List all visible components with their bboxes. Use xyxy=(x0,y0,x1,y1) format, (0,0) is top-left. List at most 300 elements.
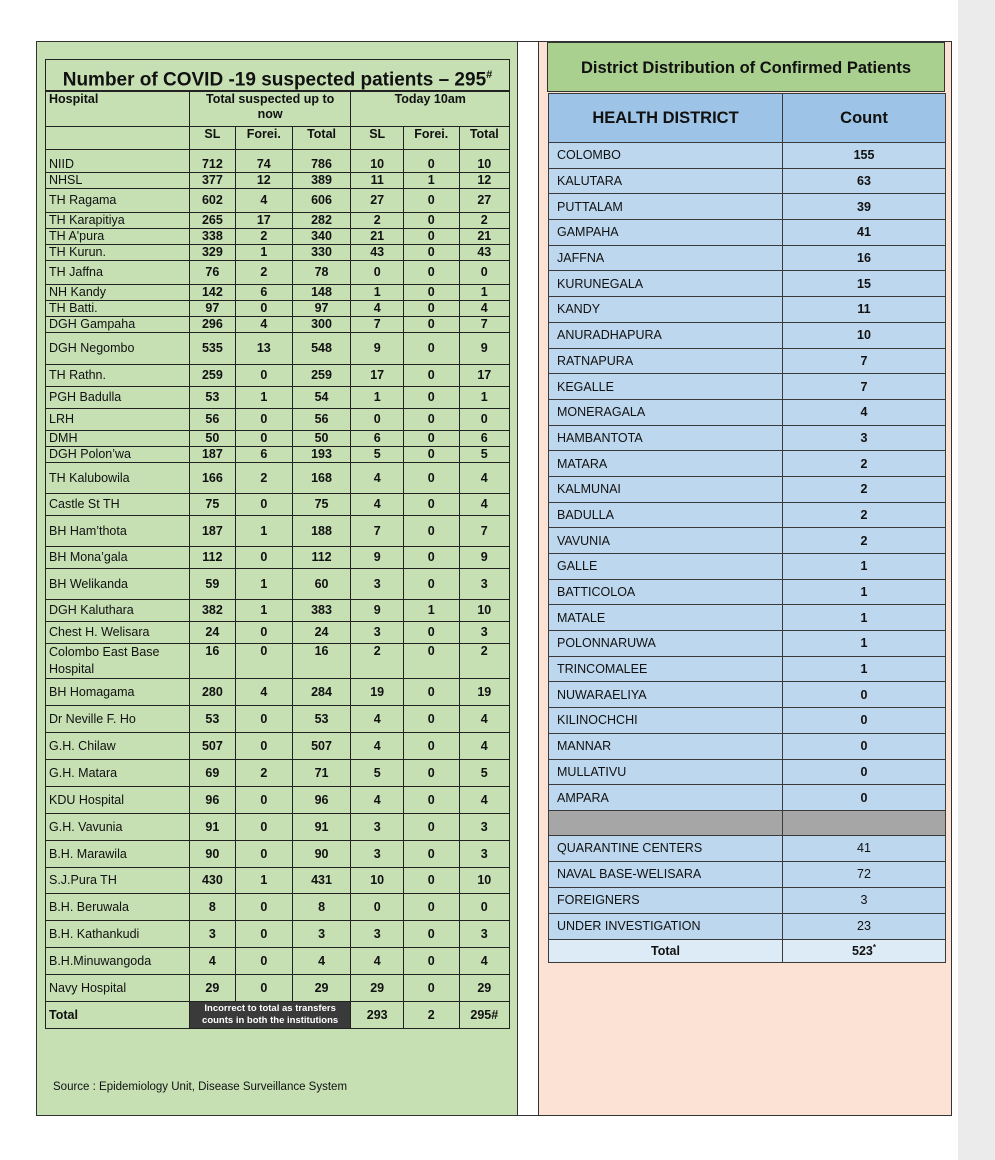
count-cell: 4 xyxy=(351,786,403,813)
count-cell: 0 xyxy=(403,408,459,430)
count-cell: 148 xyxy=(292,284,351,300)
hospital-name: DGH Negombo xyxy=(46,332,190,364)
hospital-row xyxy=(46,568,510,599)
count-cell: 0 xyxy=(403,732,459,759)
health-district-header: HEALTH DISTRICT xyxy=(549,94,783,143)
column-separator xyxy=(518,41,539,1116)
district-name: ANURADHAPURA xyxy=(549,322,783,348)
sub-header: Forei. xyxy=(403,127,459,150)
count-cell: 8 xyxy=(292,893,351,920)
count-cell: 2 xyxy=(459,643,509,678)
hospital-name: DGH Polon’wa xyxy=(46,446,190,462)
count-cell: 2 xyxy=(235,260,292,284)
district-count: 1 xyxy=(783,554,946,580)
count-cell: 7 xyxy=(351,316,403,332)
hospital-name: TH Batti. xyxy=(46,300,190,316)
count-cell: 4 xyxy=(235,188,292,212)
district-count: 15 xyxy=(783,271,946,297)
count-cell: 2 xyxy=(351,643,403,678)
district-name: NUWARAELIYA xyxy=(549,682,783,708)
district-count: 16 xyxy=(783,245,946,271)
total-suspected-header: Total suspected up to now xyxy=(189,92,351,127)
district-count: 7 xyxy=(783,348,946,374)
count-cell: 53 xyxy=(189,705,235,732)
count-cell: 0 xyxy=(235,643,292,678)
district-row xyxy=(549,297,946,323)
district-row xyxy=(549,579,946,605)
count-cell: 4 xyxy=(351,462,403,493)
district-row xyxy=(549,348,946,374)
hospital-row xyxy=(46,974,510,1001)
hospital-row xyxy=(46,228,510,244)
hospital-name: BH Mona’gala xyxy=(46,546,190,568)
count-cell: 21 xyxy=(459,228,509,244)
count-cell: 712 xyxy=(189,156,235,172)
category-row xyxy=(549,835,946,861)
hospital-row xyxy=(46,446,510,462)
count-cell: 3 xyxy=(351,813,403,840)
count-cell: 0 xyxy=(459,893,509,920)
count-cell: 786 xyxy=(292,156,351,172)
district-count: 2 xyxy=(783,502,946,528)
count-cell: 76 xyxy=(189,260,235,284)
count-cell: 43 xyxy=(351,244,403,260)
count-cell: 3 xyxy=(351,840,403,867)
today-header: Today 10am xyxy=(351,92,510,127)
hospital-row xyxy=(46,316,510,332)
count-cell: 0 xyxy=(403,813,459,840)
count-cell: 259 xyxy=(189,364,235,386)
hospital-row xyxy=(46,893,510,920)
count-cell: 284 xyxy=(292,678,351,705)
count-cell: 377 xyxy=(189,172,235,188)
district-name: KALMUNAI xyxy=(549,476,783,502)
district-row xyxy=(549,528,946,554)
count-cell: 17 xyxy=(235,212,292,228)
hospital-name: NIID xyxy=(46,156,190,172)
count-cell: 0 xyxy=(235,408,292,430)
sub-header: Forei. xyxy=(235,127,292,150)
count-cell: 0 xyxy=(235,546,292,568)
count-cell: 340 xyxy=(292,228,351,244)
hospital-row xyxy=(46,813,510,840)
hospital-name: Chest H. Welisara xyxy=(46,621,190,643)
count-cell: 0 xyxy=(403,515,459,546)
count-cell: 12 xyxy=(459,172,509,188)
count-cell: 535 xyxy=(189,332,235,364)
count-cell: 27 xyxy=(459,188,509,212)
district-name: MATARA xyxy=(549,451,783,477)
count-cell: 0 xyxy=(351,260,403,284)
hospital-row xyxy=(46,244,510,260)
count-cell: 56 xyxy=(292,408,351,430)
count-cell: 168 xyxy=(292,462,351,493)
count-cell: 0 xyxy=(235,300,292,316)
count-cell: 1 xyxy=(403,172,459,188)
district-name: MULLATIVU xyxy=(549,759,783,785)
district-name: KURUNEGALA xyxy=(549,271,783,297)
count-cell: 3 xyxy=(459,840,509,867)
count-cell: 96 xyxy=(292,786,351,813)
count-cell: 6 xyxy=(235,446,292,462)
district-row xyxy=(549,631,946,657)
total-total: 295# xyxy=(459,1001,509,1028)
count-cell: 5 xyxy=(459,759,509,786)
district-count: 1 xyxy=(783,605,946,631)
count-cell: 43 xyxy=(459,244,509,260)
district-name: KALUTARA xyxy=(549,168,783,194)
count-cell: 0 xyxy=(235,364,292,386)
count-cell: 1 xyxy=(351,386,403,408)
count-cell: 7 xyxy=(459,316,509,332)
district-row xyxy=(549,322,946,348)
hospital-name: TH Kurun. xyxy=(46,244,190,260)
count-cell: 187 xyxy=(189,446,235,462)
district-row xyxy=(549,476,946,502)
district-row xyxy=(549,451,946,477)
count-cell: 1 xyxy=(235,599,292,621)
hospital-row xyxy=(46,705,510,732)
count-cell: 0 xyxy=(403,300,459,316)
count-cell: 389 xyxy=(292,172,351,188)
district-name: COLOMBO xyxy=(549,143,783,169)
hospital-name: TH Kalubowila xyxy=(46,462,190,493)
hospital-row xyxy=(46,172,510,188)
category-row xyxy=(549,913,946,939)
district-name: KILINOCHCHI xyxy=(549,708,783,734)
hospital-name: NHSL xyxy=(46,172,190,188)
count-cell: 4 xyxy=(351,300,403,316)
count-cell: 4 xyxy=(351,493,403,515)
hospital-row xyxy=(46,599,510,621)
count-cell: 0 xyxy=(235,813,292,840)
hospital-row xyxy=(46,867,510,893)
count-cell: 5 xyxy=(459,446,509,462)
district-name: MATALE xyxy=(549,605,783,631)
district-name: GAMPAHA xyxy=(549,220,783,246)
count-cell: 0 xyxy=(403,621,459,643)
count-cell: 91 xyxy=(189,813,235,840)
count-cell: 2 xyxy=(235,462,292,493)
count-cell: 4 xyxy=(292,947,351,974)
count-cell: 0 xyxy=(403,840,459,867)
hospital-row xyxy=(46,920,510,947)
hospital-name: B.H. Kathankudi xyxy=(46,920,190,947)
total-label: Total xyxy=(46,1001,190,1028)
comment-margin xyxy=(958,0,995,1160)
count-cell: 0 xyxy=(403,430,459,446)
category-row xyxy=(549,887,946,913)
count-cell: 19 xyxy=(459,678,509,705)
count-cell: 1 xyxy=(235,867,292,893)
count-cell: 6 xyxy=(351,430,403,446)
district-row xyxy=(549,656,946,682)
district-row xyxy=(549,605,946,631)
count-cell: 548 xyxy=(292,332,351,364)
hospital-row xyxy=(46,188,510,212)
count-cell: 21 xyxy=(351,228,403,244)
count-cell: 4 xyxy=(459,462,509,493)
category-count: 3 xyxy=(783,887,946,913)
district-count: 2 xyxy=(783,528,946,554)
count-cell: 53 xyxy=(292,705,351,732)
count-cell: 3 xyxy=(351,920,403,947)
count-cell: 5 xyxy=(351,759,403,786)
count-cell: 24 xyxy=(189,621,235,643)
hospital-name: TH Ragama xyxy=(46,188,190,212)
category-count: 41 xyxy=(783,835,946,861)
count-cell: 10 xyxy=(351,867,403,893)
count-cell: 9 xyxy=(459,332,509,364)
district-row xyxy=(549,733,946,759)
count-cell: 112 xyxy=(292,546,351,568)
count-cell: 282 xyxy=(292,212,351,228)
count-cell: 69 xyxy=(189,759,235,786)
count-cell: 1 xyxy=(459,386,509,408)
count-cell: 0 xyxy=(403,893,459,920)
count-cell: 97 xyxy=(292,300,351,316)
district-name: KEGALLE xyxy=(549,374,783,400)
count-cell: 4 xyxy=(459,300,509,316)
district-row xyxy=(549,399,946,425)
count-cell: 59 xyxy=(189,568,235,599)
count-cell: 24 xyxy=(292,621,351,643)
category-name: NAVAL BASE-WELISARA xyxy=(549,861,783,887)
count-cell: 7 xyxy=(459,515,509,546)
count-cell: 142 xyxy=(189,284,235,300)
district-row xyxy=(549,502,946,528)
district-name: MANNAR xyxy=(549,733,783,759)
hospital-name: BH Ham’thota xyxy=(46,515,190,546)
count-header: Count xyxy=(783,94,946,143)
suspected-title: Number of COVID -19 suspected patients – 295# xyxy=(45,59,510,91)
hospital-row xyxy=(46,300,510,316)
hospital-row xyxy=(46,546,510,568)
hospital-name: Navy Hospital xyxy=(46,974,190,1001)
count-cell: 10 xyxy=(459,867,509,893)
count-cell: 188 xyxy=(292,515,351,546)
category-name: UNDER INVESTIGATION xyxy=(549,913,783,939)
district-count: 1 xyxy=(783,579,946,605)
count-cell: 430 xyxy=(189,867,235,893)
district-name: RATNAPURA xyxy=(549,348,783,374)
count-cell: 1 xyxy=(235,386,292,408)
count-cell: 0 xyxy=(235,732,292,759)
count-cell: 1 xyxy=(235,568,292,599)
count-cell: 4 xyxy=(189,947,235,974)
count-cell: 4 xyxy=(351,947,403,974)
count-cell: 0 xyxy=(403,493,459,515)
count-cell: 0 xyxy=(351,893,403,920)
count-cell: 4 xyxy=(351,732,403,759)
total-note: Incorrect to total as transfers counts in both the institutions xyxy=(189,1001,351,1028)
count-cell: 1 xyxy=(235,515,292,546)
count-cell: 10 xyxy=(459,156,509,172)
hospital-name: B.H.Minuwangoda xyxy=(46,947,190,974)
count-cell: 0 xyxy=(403,156,459,172)
district-count: 1 xyxy=(783,656,946,682)
hospital-row xyxy=(46,462,510,493)
count-cell: 0 xyxy=(403,546,459,568)
hospital-name: DMH xyxy=(46,430,190,446)
count-cell: 0 xyxy=(403,974,459,1001)
district-count: 2 xyxy=(783,476,946,502)
count-cell: 0 xyxy=(403,705,459,732)
district-row xyxy=(549,682,946,708)
district-name: GALLE xyxy=(549,554,783,580)
count-cell: 6 xyxy=(235,284,292,300)
count-cell: 2 xyxy=(351,212,403,228)
district-count: 4 xyxy=(783,399,946,425)
count-cell: 112 xyxy=(189,546,235,568)
count-cell: 19 xyxy=(351,678,403,705)
district-count: 155 xyxy=(783,143,946,169)
count-cell: 602 xyxy=(189,188,235,212)
hospital-name: TH Rathn. xyxy=(46,364,190,386)
hospital-header: Hospital xyxy=(46,92,190,127)
total-forei: 2 xyxy=(403,1001,459,1028)
district-count: 7 xyxy=(783,374,946,400)
count-cell: 0 xyxy=(235,840,292,867)
hospital-row xyxy=(46,643,510,678)
district-title: District Distribution of Confirmed Patients xyxy=(547,42,945,92)
count-cell: 507 xyxy=(189,732,235,759)
hospital-name: PGH Badulla xyxy=(46,386,190,408)
count-cell: 3 xyxy=(351,568,403,599)
hospital-name: Colombo East Base Hospital xyxy=(46,643,190,678)
count-cell: 5 xyxy=(351,446,403,462)
hospital-name: TH Jaffna xyxy=(46,260,190,284)
hospital-row xyxy=(46,678,510,705)
count-cell: 0 xyxy=(403,947,459,974)
count-cell: 0 xyxy=(235,920,292,947)
district-name: JAFFNA xyxy=(549,245,783,271)
district-count: 1 xyxy=(783,631,946,657)
district-row xyxy=(549,194,946,220)
count-cell: 3 xyxy=(459,568,509,599)
count-cell: 0 xyxy=(459,260,509,284)
hospital-name: LRH xyxy=(46,408,190,430)
hospital-row xyxy=(46,284,510,300)
district-row xyxy=(549,708,946,734)
count-cell: 0 xyxy=(403,228,459,244)
suspected-patients-panel xyxy=(36,41,518,1116)
count-cell: 0 xyxy=(403,678,459,705)
count-cell: 10 xyxy=(459,599,509,621)
count-cell: 11 xyxy=(351,172,403,188)
count-cell: 0 xyxy=(351,408,403,430)
count-cell: 17 xyxy=(459,364,509,386)
count-cell: 0 xyxy=(403,759,459,786)
separator-row xyxy=(549,810,946,835)
count-cell: 2 xyxy=(235,228,292,244)
count-cell: 29 xyxy=(459,974,509,1001)
count-cell: 3 xyxy=(459,920,509,947)
count-cell: 3 xyxy=(351,621,403,643)
count-cell: 259 xyxy=(292,364,351,386)
count-cell: 4 xyxy=(459,786,509,813)
count-cell: 29 xyxy=(189,974,235,1001)
district-distribution-panel xyxy=(538,41,952,1116)
count-cell: 1 xyxy=(403,599,459,621)
count-cell: 0 xyxy=(403,920,459,947)
sub-header: Total xyxy=(292,127,351,150)
total-row xyxy=(46,1001,510,1028)
count-cell: 97 xyxy=(189,300,235,316)
sub-header: Total xyxy=(459,127,509,150)
count-cell: 56 xyxy=(189,408,235,430)
count-cell: 50 xyxy=(292,430,351,446)
count-cell: 9 xyxy=(351,599,403,621)
count-cell: 0 xyxy=(403,260,459,284)
hospital-name: DGH Gampaha xyxy=(46,316,190,332)
hospital-name: TH Karapitiya xyxy=(46,212,190,228)
hospital-row xyxy=(46,260,510,284)
count-cell: 187 xyxy=(189,515,235,546)
count-cell: 0 xyxy=(235,947,292,974)
count-cell: 96 xyxy=(189,786,235,813)
count-cell: 75 xyxy=(189,493,235,515)
hospital-name: G.H. Vavunia xyxy=(46,813,190,840)
hospital-row xyxy=(46,332,510,364)
hospital-name: NH Kandy xyxy=(46,284,190,300)
category-count: 23 xyxy=(783,913,946,939)
count-cell: 0 xyxy=(403,386,459,408)
count-cell: 0 xyxy=(403,462,459,493)
hospital-row xyxy=(46,759,510,786)
count-cell: 300 xyxy=(292,316,351,332)
category-name: FOREIGNERS xyxy=(549,887,783,913)
district-name: BADULLA xyxy=(549,502,783,528)
district-count: 41 xyxy=(783,220,946,246)
count-cell: 10 xyxy=(351,156,403,172)
hospital-name: TH A'pura xyxy=(46,228,190,244)
district-total-count: 523* xyxy=(783,939,946,962)
count-cell: 0 xyxy=(235,974,292,1001)
district-row xyxy=(549,374,946,400)
count-cell: 0 xyxy=(235,493,292,515)
district-count: 0 xyxy=(783,708,946,734)
category-name: QUARANTINE CENTERS xyxy=(549,835,783,861)
hospital-name: B.H. Beruwala xyxy=(46,893,190,920)
district-row xyxy=(549,271,946,297)
district-name: VAVUNIA xyxy=(549,528,783,554)
total-sl: 293 xyxy=(351,1001,403,1028)
count-cell: 193 xyxy=(292,446,351,462)
count-cell: 4 xyxy=(459,493,509,515)
count-cell: 12 xyxy=(235,172,292,188)
district-count: 10 xyxy=(783,322,946,348)
count-cell: 0 xyxy=(403,643,459,678)
district-row xyxy=(549,168,946,194)
count-cell: 296 xyxy=(189,316,235,332)
sub-header: SL xyxy=(351,127,403,150)
count-cell: 9 xyxy=(351,332,403,364)
count-cell: 0 xyxy=(459,408,509,430)
district-name: MONERAGALA xyxy=(549,399,783,425)
hospital-row xyxy=(46,786,510,813)
count-cell: 3 xyxy=(189,920,235,947)
hospital-name: DGH Kaluthara xyxy=(46,599,190,621)
count-cell: 9 xyxy=(351,546,403,568)
suspected-table xyxy=(45,91,510,1029)
count-cell: 75 xyxy=(292,493,351,515)
count-cell: 53 xyxy=(189,386,235,408)
hospital-name: BH Welikanda xyxy=(46,568,190,599)
count-cell: 16 xyxy=(189,643,235,678)
hospital-row xyxy=(46,732,510,759)
count-cell: 507 xyxy=(292,732,351,759)
